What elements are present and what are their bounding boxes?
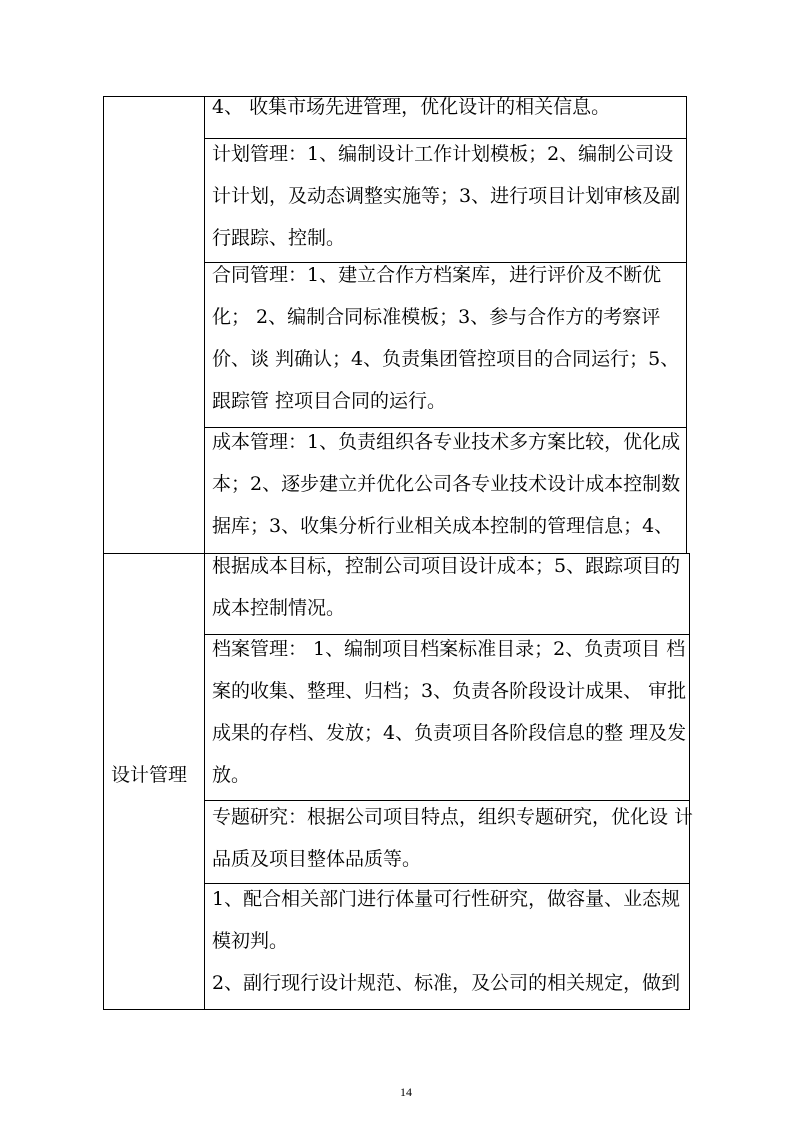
text-line: 成本控制情况。 xyxy=(212,597,346,619)
text-line: 专题研究：根据公司项目特点，组织专题研究，优化设 计 xyxy=(212,806,694,828)
upper-row-4 xyxy=(212,421,680,547)
text-line: 模初判。 xyxy=(212,930,289,952)
lower-row-1 xyxy=(212,545,680,629)
text-line: 成本管理：1、负责组织各专业技术多方案比较，优化成 xyxy=(212,431,681,453)
text-line: 化； 2、编制合同标准模板；3、参与合作方的考察评 xyxy=(212,306,661,328)
text-line: 放。 xyxy=(212,764,251,786)
text-line: 案的收集、整理、归档；3、负责各阶段设计成果、 审批 xyxy=(212,680,687,702)
lower-table-divider xyxy=(204,553,205,1010)
text-line: 价、谈 判确认；4、负责集团管控项目的合同运行；5、 xyxy=(212,348,680,370)
lower-row-4 xyxy=(212,878,680,1004)
upper-row-2 xyxy=(212,133,680,259)
lower-row-3 xyxy=(212,796,693,880)
text-line: 据库；3、收集分析行业相关成本控制的管理信息；4、 xyxy=(212,515,674,537)
text-line: 计计划，及动态调整实施等；3、进行项目计划审核及副 xyxy=(212,185,681,207)
upper-table-divider xyxy=(204,96,205,553)
text-line: 4、 收集市场先进管理，优化设计的相关信息。 xyxy=(212,96,611,118)
text-line: 档案管理： 1、编制项目档案标准目录；2、负责项目 档 xyxy=(212,638,686,660)
text-line: 根据成本目标，控制公司项目设计成本；5、跟踪项目的 xyxy=(212,555,681,577)
page-number: 14 xyxy=(400,1085,412,1099)
lower-row-2 xyxy=(212,628,686,796)
text-line: 2、副行现行设计规范、标准，及公司的相关规定，做到 xyxy=(212,972,681,994)
text-line: 计划管理：1、编制设计工作计划模板；2、编制公司设 xyxy=(212,143,674,165)
upper-row-3 xyxy=(212,254,679,422)
text-line: 成果的存档、发放；4、负责项目各阶段信息的整 理及发 xyxy=(212,722,687,744)
text-line: 合同管理：1、建立合作方档案库，进行评价及不断优 xyxy=(212,264,662,286)
text-line: 行跟踪、控制。 xyxy=(212,227,346,249)
left-category-label: 设计管理 xyxy=(111,764,188,786)
upper-row-1 xyxy=(212,86,610,128)
text-line: 品质及项目整体品质等。 xyxy=(212,848,422,870)
text-line: 跟踪管 控项目合同的运行。 xyxy=(212,390,447,412)
text-line: 1、配合相关部门进行体量可行性研究，做容量、业态规 xyxy=(212,888,681,910)
text-line: 本；2、逐步建立并优化公司各专业技术设计成本控制数 xyxy=(212,473,681,495)
